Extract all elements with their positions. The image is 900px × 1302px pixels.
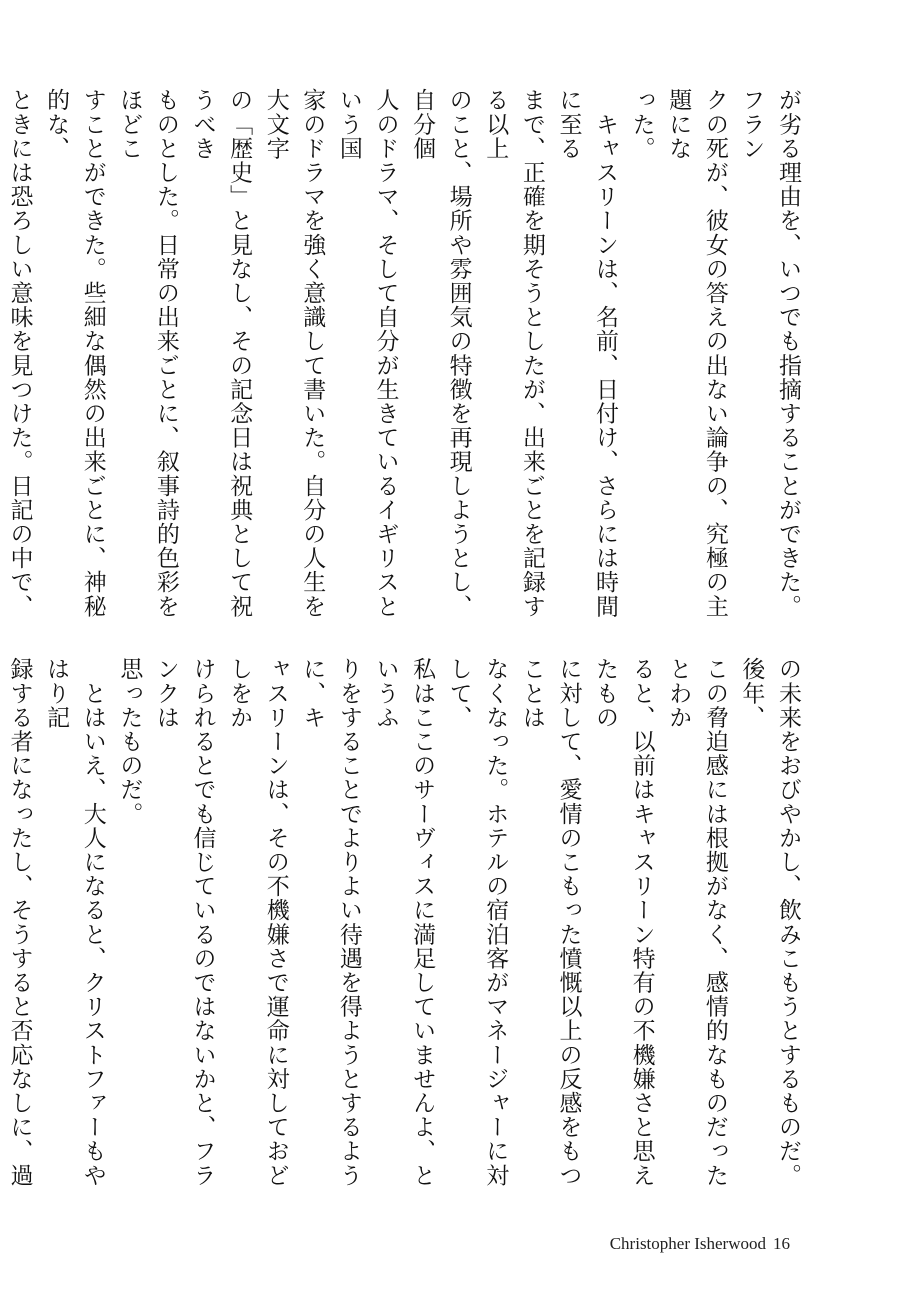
text-line: が劣る理由を、いつでも指摘することができた。フラン	[738, 88, 801, 619]
text-line: ときには恐ろしい意味を見つけた。日記の中で、	[6, 88, 33, 619]
text-line: キャスリーンは、名前、日付け、さらには時間に至る	[555, 88, 619, 619]
text-block-lower	[6, 657, 806, 1195]
text-line: 私はここのサーヴィスに満足していませんよ、というふ	[372, 657, 436, 1188]
text-line: まで、正確を期そうとしたが、出来ごとを記録する以上	[482, 88, 545, 619]
text-line: 人のドラマ、そして自分が生きているイギリスという国	[335, 88, 399, 619]
text-line: ものとした。日常の出来ごとに、叙事詩的色彩をほどこ	[116, 88, 179, 619]
text-line: 家のドラマを強く意識して書いた。自分の人生を大文字	[262, 88, 326, 619]
text-line: 思ったものだ。	[116, 657, 143, 826]
page-number: 16	[773, 1234, 790, 1253]
text-line: の「歴史」と見なし、その記念日は祝典として祝うべき	[189, 88, 253, 619]
text-line: クの死が、彼女の答えの出ない論争の、究極の主題にな	[665, 88, 728, 619]
text-line: の未来をおびやかし、飲みこもうとするものだ。後年、	[738, 657, 801, 1188]
text-line: とはいえ、大人になると、クリストファーもやはり記	[43, 657, 106, 1188]
text-line: に対して、愛情のこもった憤慨以上の反感をもつことは	[518, 657, 582, 1188]
text-line: この脅迫感には根拠がなく、感情的なものだったとわか	[665, 657, 728, 1188]
text-line: すことができた。些細な偶然の出来ごとに、神秘的な、	[43, 88, 106, 619]
text-line: のこと、場所や雰囲気の特徴を再現しようとし、自分個	[409, 88, 472, 619]
text-line: ると、以前はキャスリーン特有の不機嫌さと思えたもの	[592, 657, 655, 1188]
text-line: ャスリーンは、その不機嫌さで運命に対しておどしをか	[226, 657, 289, 1188]
footer-author: Christopher Isherwood	[609, 1234, 766, 1253]
text-line: けられるとでも信じているのではないかと、フランクは	[152, 657, 216, 1188]
text-line: りをすることでよりよい待遇を得ようとするように、キ	[299, 657, 362, 1188]
text-line: った。	[628, 88, 655, 161]
text-line: なくなった。ホテルの宿泊客がマネージャーに対して、	[445, 657, 509, 1188]
text-line: 録する者になったし、そうすると否応なしに、過	[6, 657, 33, 1188]
text-block-upper	[6, 88, 806, 626]
running-footer	[610, 1234, 790, 1254]
